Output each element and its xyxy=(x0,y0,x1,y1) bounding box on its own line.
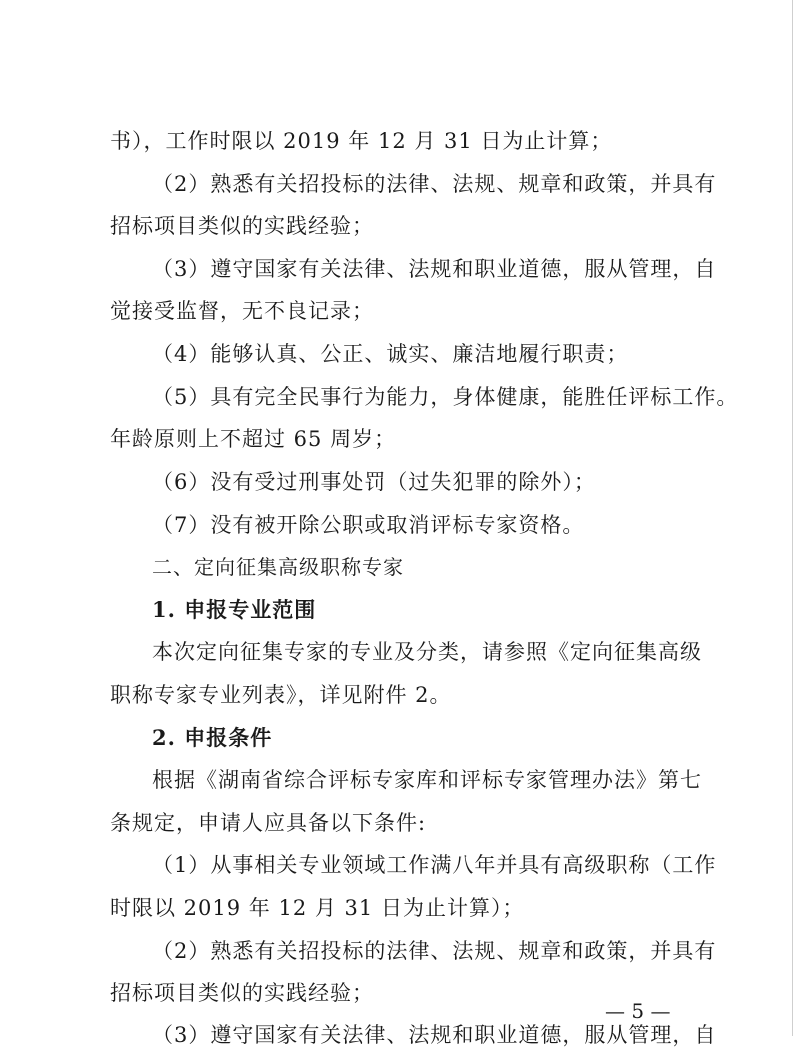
paragraph-line: 根据《湖南省综合评标专家库和评标专家管理办法》第七 xyxy=(152,768,702,792)
text-line: 招标项目类似的实践经验； xyxy=(110,981,374,1005)
text-line: 年龄原则上不超过 65 周岁； xyxy=(110,427,397,451)
text-line: 职称专家专业列表》，详见附件 2。 xyxy=(110,683,452,707)
text-line: 招标项目类似的实践经验； xyxy=(110,214,374,238)
list-item-3: （3）遵守国家有关法律、法规和职业道德，服从管理，自 xyxy=(152,257,717,281)
list-item-4: （4）能够认真、公正、诚实、廉洁地履行职责； xyxy=(152,342,629,366)
section-heading: 二、定向征集高级职称专家 xyxy=(152,555,404,579)
list-item-2: （2）熟悉有关招投标的法律、法规、规章和政策，并具有 xyxy=(152,172,717,196)
text-line: 条规定，申请人应具备以下条件: xyxy=(110,811,427,835)
list-item-2: （2）熟悉有关招投标的法律、法规、规章和政策，并具有 xyxy=(152,939,717,963)
page-edge xyxy=(792,0,793,1036)
paragraph-line: 本次定向征集专家的专业及分类，请参照《定向征集高级 xyxy=(152,640,702,664)
list-item-1: （1）从事相关专业领域工作满八年并具有高级职称（工作 xyxy=(152,853,717,877)
list-item-5: （5）具有完全民事行为能力，身体健康，能胜任评标工作。 xyxy=(152,385,739,409)
text-line: 觉接受监督，无不良记录； xyxy=(110,299,374,323)
list-item-7: （7）没有被开除公职或取消评标专家资格。 xyxy=(152,513,585,537)
subsection-heading: 2. 申报条件 xyxy=(152,725,273,750)
text-line: 书），工作时限以 2019 年 12 月 31 日为止计算； xyxy=(110,129,613,153)
list-item-3: （3）遵守国家有关法律、法规和职业道德，服从管理，自 xyxy=(152,1023,717,1047)
text-line: 时限以 2019 年 12 月 31 日为止计算）； xyxy=(110,896,525,920)
page-number: — 5 — xyxy=(605,999,671,1023)
subsection-heading: 1. 申报专业范围 xyxy=(152,597,317,622)
list-item-6: （6）没有受过刑事处罚（过失犯罪的除外）； xyxy=(152,470,596,494)
